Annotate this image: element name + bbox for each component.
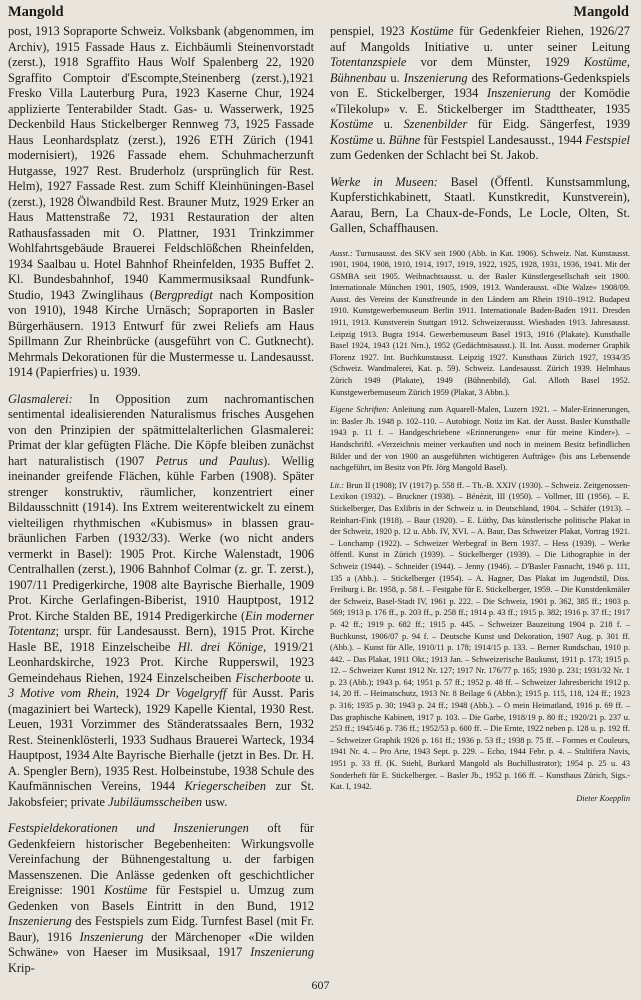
- author-signature: Dieter Koepplin: [576, 793, 630, 803]
- running-head-right: Mangold: [573, 4, 629, 20]
- paragraph: penspiel, 1923 Kostüme für Gedenkfeier Riehen, 1926/27 auf Mangolds Initiative u. unter seiner Leitung Totentanzspiele vor dem Münster, 1929 Kostüme, Bühnenbau u. Inszenierung des Reformations-Gedenkspiels von E. Stickelberger, 1934 Inszenierung der Komödie «Tilekolup» v. E. Stickelberger im Stadttheater, 1935 Kostüme u. Szenenbilder für Eidg. Sängerfest, 1939 Kostüme u. Bühne für Festspiel Landesausst., 1944 Festspiel zum Gedenken der Schlacht bei St. Jakob.: [330, 24, 630, 162]
- page-number: 607: [311, 978, 330, 992]
- paragraph: Ausst.: Turnusausst. des SKV seit 1900 (Abb. in Kat. 1906). Schweiz. Nat. Kunstausst. 1901, 1904, 1908, 1910, 1914, 1917, 1919, 1922, 1925, 1928, 1931, 1936, 1941. Mit der GSMBA seit 1905. Weihnachtsausst. u. der Basler Künstlergesellschaft seit 1900. Internationale München 1901, 1905, 1909, 1913. Wanderausst. «Die Walze» 1908/09. Ausst. des Vereins der Kunstfreunde in den Ländern am Rhein 1910–1912. Budapest 1910. Kunstgewerbemuseum Berlin 1911. Internationale Baden-Baden 1911. Dresden 1911, 1913. Kunstverein Stuttgart 1912. Schweizerausst. Wiesbaden 1913. Jahresausst. Leipzig 1913. Bugra 1914. Gewerbemuseum Basel 1913, 1916 (Plakate). Kunsthalle Basel 1924, 1943 (121 Nrn.), 1952 (Gedächtnisausst.). II. Int. Ausst. moderner Graphik Florenz 1927. Int. Buchkunstausst. Leipzig 1927. Kunsthaus Zürich 1927, 1934/35 (Schweiz. Wandmalerei, Kat. p. 59). Schweiz. Landesausst. Zürich 1939. Helmhaus Zürich 1949 (Plakate), 1949 (Bühnenbild). Gal. Alloth Basel 1952. Kunstgewerbemuseum Zürich 1959 (Plakat, 3 Abbn.).: [330, 248, 630, 397]
- paragraph: post, 1913 Sopraporte Schweiz. Volksbank (abgenommen, im Archiv), 1915 Fassade Haus z. Eichbäumli Steinenvorstadt (zerst.), 1918 Sgraffito Haus Wolf Spalenberg 22, 1920 Sgraffito Comptoir d'Escompte,Steinenberg (zerst.),1921 Fresko Villa Lauterburg Pura, 1923 Kaserne Chur, 1924 applizierte Tenterabilder Stadt. Gas- u. Wasserwerk, 1925 Deckenbild Haus Stickelberger Rennweg 73, 1925 Fassade Haus Leonhardsplatz (zerst.), 1926 ETH Zürich (1941 modernisiert), 1926 Fassade ehem. Schuhmacherzunft Hutgasse, 1927 Rest. Bruderholz (ursprünglich für Rest. Helm), 1927 Fassade Rest. zum Schiff Kleinhüningen-Basel (zerst.), 1928 Ölwandbild Rest. Brauner Mutz, 1929 Erker an Haus Mattenstraße 72, 1931 Restauration der alten Rathausfassaden mit O. Plattner, 1931 Trinkzimmer Wohlfahrtsgebäude Brauerei Feldschlößchen Rheinfelden, 1934 Saalbau u. Hotel Bahnhof Rheinfelden, 1935 Buffet 2. Kl. Bundesbahnhof, 1940 Kammermusiksaal Rundfunk-Studio, 1943 Zwinglihaus (Bergpredigt nach Komposition von 1910), 1948 Kirche Urnäsch; Sopraporten in Basler Bürgerhäusern. 1913 Entwurf für zwei Reliefs am Haus Spillmann Zur Rheinbrücke (ausgeführt von C. Gutknecht). Mehrmals Dekorationen für die Mustermesse u. Landesausst. 1914 (Papierfries) u. 1939.: [8, 24, 314, 379]
- paragraph-gap: [330, 237, 630, 248]
- left-column: [8, 24, 314, 976]
- paragraph: Eigene Schriften: Anleitung zum Aquarell-Malen, Luzern 1921. – Maler-Erinnerungen, in: Basler Jb. 1948 p. 102–110. – Autobiogr. Notiz im Kat. der Ausst. Basler Kunsthalle 1943 p. 11 f. – Handgeschriebene «Erinnerungen» «nur für meine Kinder»). – Handschriftl. «Verzeichnis meiner verkauften und noch in meinem Besitz befindlichen Bilder und der von 1900 an ausgeführten wichtigeren Aufträge» (bis ans Lebensende nachgeführt, im Besitz von Pfr. Jörg Mangold Basel).: [330, 405, 631, 473]
- right-column: [330, 24, 630, 804]
- paragraph: Glasmalerei: In Opposition zum nachromantischen sentimental idealisierenden Naturalismus frisches Ausgehen von den Prinzipien der spätmittelalterlichen Glasmalerei: Primat der klar gefügten Fläche. Die Köpfe bleiben zunächst hart naturalistisch (1907 Petrus und Paulus). Wellig ineinander greifende Flächen, kühle Farben (1908). Später strenger konstruktiv, räumlicher, konzentriert einer Bildausschnitt (1914). Ins Extrem weiterentwickelt zu einem vielteiligen rhythmischen «Kubismus» in blassen grau-bräunlichen Farben (1932/33). Werke (wo nicht anders vermerkt in Basel): 1905 Prot. Kirche Walenstadt, 1906 Centralhallen (zerst.), 1906 Bahnhof Colmar (z. gr. T. zerst.), 1907/11 Predigerkirche, 1908 alte Bayrische Bierhalle, 1909 Prot. Kirche Gerlafingen-Biberist, 1910 Hauptpost, 1912 Prot. Kirche Stalden BE, 1914 Predigerkirche (Ein moderner Totentanz; urspr. für Landesausst. Bern), 1915 Prot. Kirche Hasle BE, 1918 Einzelscheibe Hl. drei Könige, 1919/21 Leonhardskirche, 1923 Prot. Kirche Rupperswil, 1923 Gemeindehaus Riehen, 1924 Einzelscheiben Fischerboote u. 3 Motive vom Rhein, 1924 Dr Vogelgryff für Ausst. Paris (magaziniert bei Warteck), 1929 Kapelle Kiental, 1930 Rest. Leuen, 1931 Vorzimmer des Ständeratssaales Bern, 1932 Rest. Steinenklösterli, 1933 Sudhaus Brauerei Warteck, 1934 Hauptpost, 1934 Alte Bayrische Bierhalle (jetzt in Bes. Dr. H. A. Spengler Bern), 1935 Rest. Holbeinstube, 1938 Schule des Kaufmännischen Vereins, 1944 Kriegerscheiben zur St. Jakobsfeier; private Jubiläumsscheiben usw.: [8, 391, 315, 809]
- paragraph-gap: [8, 810, 314, 821]
- paragraph: Festspieldekorationen und Inszenierungen oft für Gedenkfeiern historischer Begebenheiten: Wirkungsvolle Vereinfachung der Bühnengestaltung u. der farbigen Massenszenen. Die Anlässe gedenken oft geschichtlicher Ereignisse: 1901 Kostüme für Festspiel u. Umzug zum Gedenken von Basels Eintritt in den Bund, 1912 Inszenierung des Festspiels zum Eidg. Turnfest Basel (mit Fr. Baur), 1916 Inszenierung der Märchenoper «Die wilden Schwäne» von Haeser im Musiksaal, 1917 Inszenierung Krip-: [8, 821, 314, 975]
- running-head-left: Mangold: [8, 4, 64, 20]
- paragraph-gap: [330, 164, 630, 175]
- paragraph: Lit.: Brun II (1908); IV (1917) p. 558 ff. – Th.-B. XXIV (1930). – Schweiz. Zeitgenossen-Lexikon (1932). – Bruckner (1938). – Bénézit, III (1950). – Vollmer, III (1956). – E. Stickelberger, Das Exlibris in der Schweiz u. in Deutschland, 1904. – Schäfer (1913). – Reinhart-Fink (1918). – Baur (1920). – E. Lüthy, Das künstlerische politische Plakat in der Schweiz, 1920 p. 12 u. Abb. IV, XVI. – A. Baur, Das Schweizer Plakat, Vortrag 1921. – Lonchamp (1922). – Schweizer Werbegraf in Bern 1937. – Hess (1939). – Werke öffentl. Kunst in Zürich (1939). – Stickelberger (1939). – Die Lithographie in der Schweiz (1944). – Schneider (1944). – Jenny (1946). – D'Basler Fasnacht, 1946 p. 111, 135 a (Abb.). – Stickelberger (1954). – A. Hagner, Das Plakat im Jugendstil, Diss. Freiburg i. Br. 1958, p. 58 f. – Festgabe für E. Stickelberger, 1959. – Die Kunstdenkmäler der Schweiz, Basel-Stadt IV, 1961 p. 222. – Die Schweiz, 1901 p. 362, 385 ff.; 1903 p. 569; 1913 p. 176 ff., p. 203 ff., p. 258 ff.; 1914 p. 43 ff.; 1915 p. 382; 1916 p. 37 ff.; 1917 p. 42 ff.; 1919 p. 682 ff.; 1915 p. 445. – Schweizer Bauzeitung 1904 p. 218 f. – Buchkunst, 1906/07 p. 94 f. – Deutsche Kunst und Dekoration, 1907 Aug. p. 301 ff. (Abb.). – Kunst für Alle, 1910/11 p. 178; 1914/15 p. 133. – Berner Rundschau, 1910 p. 442. – Das Plakat, 1911 Okt.; 1913 Jan. – Schweizerische Baukunst, 1911 p. 173; 1915 p. 12. – Schweizer Kunst 1912 Nr. 127; 1917 Nr. 176/77 p. 165; 1930 p. 231; 1931/32 Nr. 1 p. 23 (Abb.); 1943 p. 64; 1951 p. 57 ff.; 1952 p. 48 ff. – Schweizer Jahresbericht 1912 p. 14, 20 ff. – Heimatschutz, 1913 Nr. 8 Beilage 6 (Abbn.); 1915 p. 115, 118, 124 ff.; 1923 p. 316; 1935 p. 30; 1943 p. 24 ff.; 1948 (Abb.). – O mein Heimatland, 1916 p. 69 ff. – Das graphische Kabinett, 1917 p. 103. – Die Garbe, 1918/19 p. 80 ff.; 1920/21 p. 237 u. 253 ff.; 1945/46 p. 736 ff.; 1952/53 p. 600 ff. – Die Ernte, 1922 neben p. 128 u. p. 192 ff. – Schweizer Graphik 1926 p. 161 ff.; 1936 p. 53 ff.; 1938 p. 75 ff. – Formes et Couleurs, 1941 Nr. 4. – Pro Arte, 1943 Sept. p. 229. – Echo, 1944 Febr. p. 4. – Stultifera Navis, 1951 p. 33 ff. (K. Stiehl, Burkard Mangold als Buchillustrator); 1954 p. 25 u. 43 Sonderheft für E. Stickelberger. – Basler Jb., 1952 p. 166 ff. – Kunsthaus Zürich, Sigs.-Kat. I, 1942.: [330, 480, 630, 792]
- paragraph: Werke in Museen: Basel (Öffentl. Kunstsammlung, Kupferstichkabinett, Staatl. Kunstkredit, Kunstverein), Aarau, Bern, La Chaux-de-Fonds, Le Locle, Olten, St. Gallen, Schaffhausen.: [330, 174, 630, 235]
- paragraph-gap: [8, 381, 314, 392]
